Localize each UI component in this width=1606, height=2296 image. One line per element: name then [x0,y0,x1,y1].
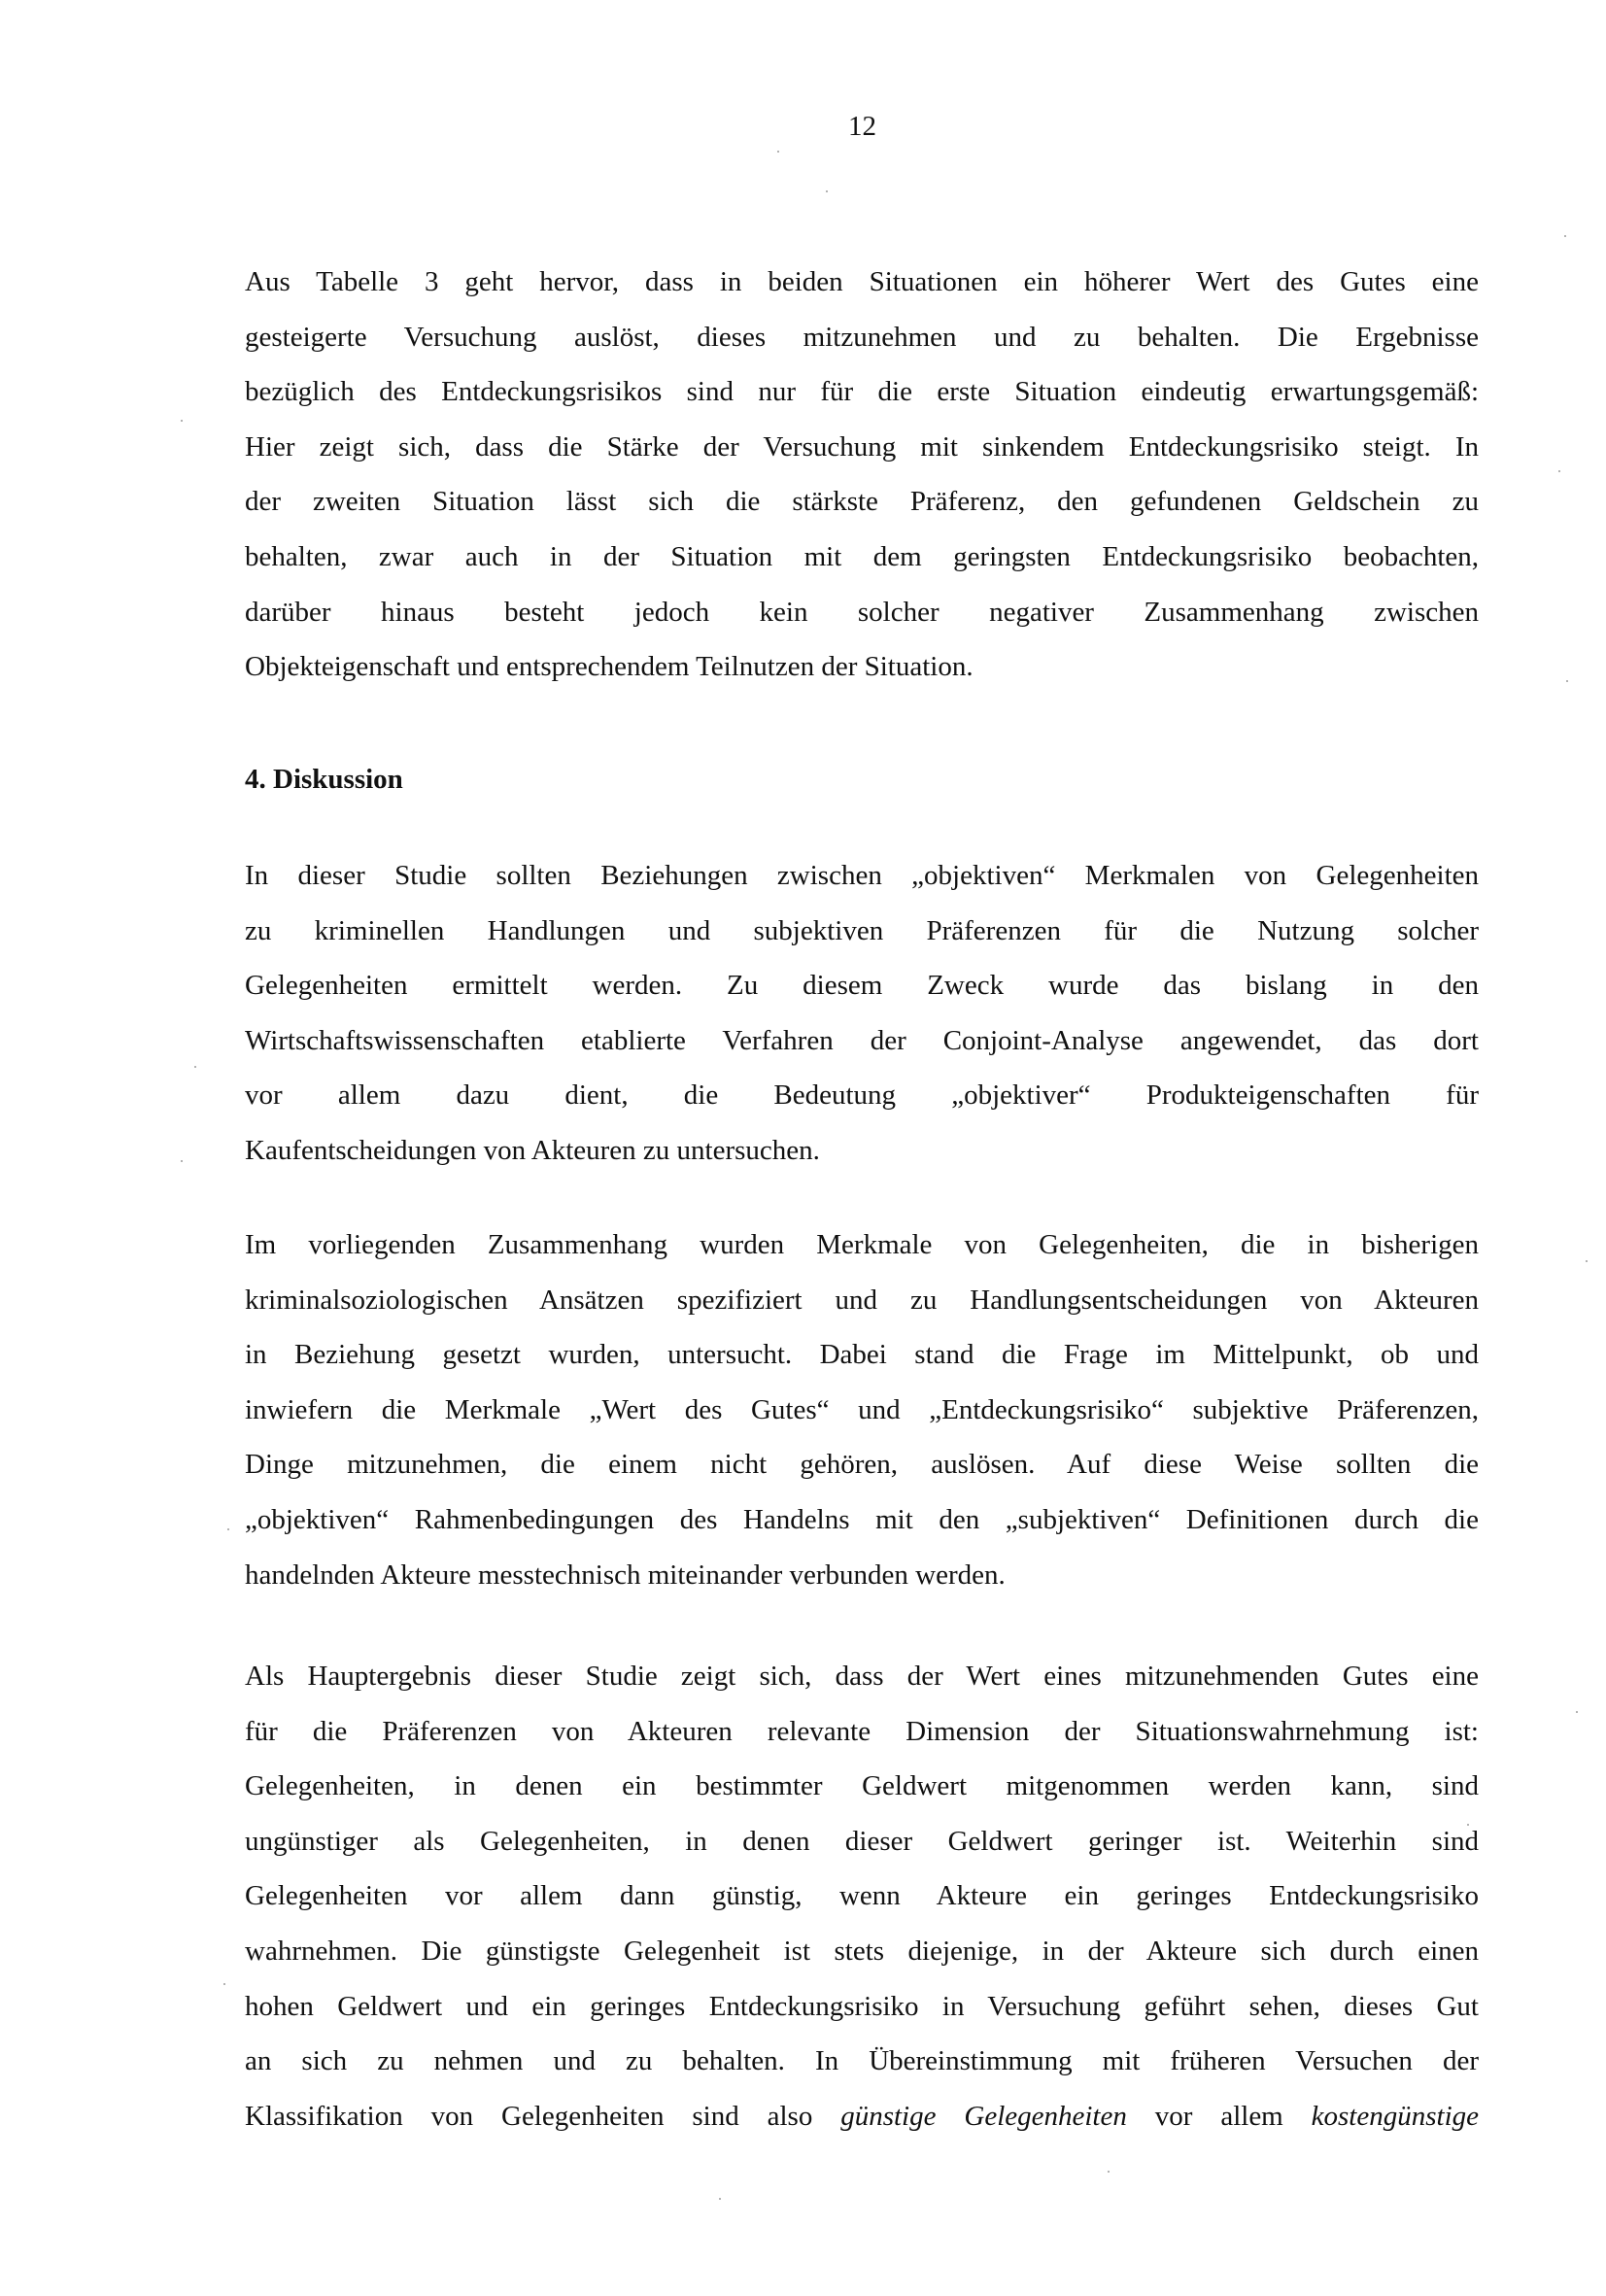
scan-speck [194,1066,196,1068]
text-line: zu kriminellen Handlungen und subjektiven Präferenzen für die Nutzung solcher [245,914,1479,946]
text-line: hohen Geldwert und ein geringes Entdeckungsrisiko in Versuchung geführt sehen, dieses Gut [245,1990,1479,2022]
scan-speck [826,190,828,192]
text-line: Kaufentscheidungen von Akteuren zu untersuchen. [245,1134,820,1166]
paragraph-results-summary [245,255,1479,695]
text-line: gesteigerte Versuchung auslöst, dieses mitzunehmen und zu behalten. Die Ergebnisse [245,321,1479,353]
text-line: Als Hauptergebnis dieser Studie zeigt sich, dass der Wert eines mitzunehmenden Gutes eine [245,1661,1479,1692]
scan-speck [1586,1260,1588,1262]
text-line: Gelegenheiten, in denen ein bestimmter Geldwert mitgenommen werden kann, sind [245,1770,1479,1802]
scan-speck [223,1983,225,1985]
paragraph-study-aim [245,848,1479,1179]
text-line: handelnden Akteure messtechnisch miteinander verbunden werden. [245,1559,1006,1591]
scan-speck [1566,680,1568,682]
text-line: bezüglich des Entdeckungsrisikos sind nur für die erste Situation eindeutig erwartungsgemäß: [245,376,1479,408]
text-line: „objektiven“ Rahmenbedingungen des Handelns mit den „subjektiven“ Definitionen durch die [245,1503,1479,1535]
scan-speck [181,420,183,422]
text-run: vor allem [1126,2100,1312,2132]
scan-speck [227,1528,229,1530]
text-line: In dieser Studie sollten Beziehungen zwischen „objektiven“ Merkmalen von Gelegenheiten [245,860,1479,891]
text-line: inwiefern die Merkmale „Wert des Gutes“ und „Entdeckungsrisiko“ subjektive Präferenzen, [245,1393,1479,1425]
scan-speck [1564,235,1566,237]
scan-speck [1576,1711,1578,1713]
section-heading: 4. Diskussion [245,764,403,795]
text-line: Aus Tabelle 3 geht hervor, dass in beiden Situationen ein höherer Wert des Gutes eine [245,266,1479,297]
scan-speck [1467,1824,1469,1826]
paragraph-main-result [245,1649,1479,2143]
text-line: an sich zu nehmen und zu behalten. In Übereinstimmung mit früheren Versuchen der [245,2045,1479,2077]
page-number: 12 [848,111,876,142]
emphasis-text: kostengünstige [1311,2100,1479,2132]
text-line: Dinge mitzunehmen, die einem nicht gehören, auslösen. Auf diese Weise sollten die [245,1449,1479,1481]
scan-speck [719,2198,721,2200]
text-line: vor allem dazu dient, die Bedeutung „objektiver“ Produkteigenschaften für [245,1079,1479,1112]
text-line: für die Präferenzen von Akteuren relevante Dimension der Situationswahrnehmung ist: [245,1715,1479,1747]
text-line: Gelegenheiten vor allem dann günstig, wenn Akteure ein geringes Entdeckungsrisiko [245,1880,1479,1912]
text-run: Klassifikation von Gelegenheiten sind also [245,2100,841,2132]
text-line: in Beziehung gesetzt wurden, untersucht. Dabei stand die Frage im Mittelpunkt, ob und [245,1339,1479,1371]
text-line: behalten, zwar auch in der Situation mit dem geringsten Entdeckungsrisiko beobachten, [245,540,1479,572]
text-line: der zweiten Situation lässt sich die stärkste Präferenz, den gefundenen Geldschein zu [245,486,1479,518]
text-line: Gelegenheiten ermittelt werden. Zu diesem Zweck wurde das bislang in den [245,970,1479,1002]
text-line: Wirtschaftswissenschaften etablierte Verfahren der Conjoint-Analyse angewendet, das dort [245,1024,1479,1056]
text-line-mixed [245,2089,1479,2144]
scan-speck [1108,2171,1110,2173]
text-line: ungünstiger als Gelegenheiten, in denen dieser Geldwert geringer ist. Weiterhin sind [245,1825,1479,1857]
text-line: wahrnehmen. Die günstigste Gelegenheit ist stets diejenige, in der Akteure sich durch einen [245,1935,1479,1967]
text-line: Im vorliegenden Zusammenhang wurden Merkmale von Gelegenheiten, die in bisherigen [245,1229,1479,1260]
emphasis-text: günstige Gelegenheiten [840,2100,1127,2132]
scan-speck [181,1160,183,1162]
paragraph-context [245,1217,1479,1602]
scan-speck [777,151,779,153]
text-line: Objekteigenschaft und entsprechendem Teilnutzen der Situation. [245,651,974,683]
scan-speck [1558,470,1560,472]
text-line: darüber hinaus besteht jedoch kein solcher negativer Zusammenhang zwischen [245,596,1479,628]
text-line: kriminalsoziologischen Ansätzen spezifiziert und zu Handlungsentscheidungen von Akteuren [245,1284,1479,1316]
text-line: Hier zeigt sich, dass die Stärke der Versuchung mit sinkendem Entdeckungsrisiko steigt. In [245,430,1479,463]
